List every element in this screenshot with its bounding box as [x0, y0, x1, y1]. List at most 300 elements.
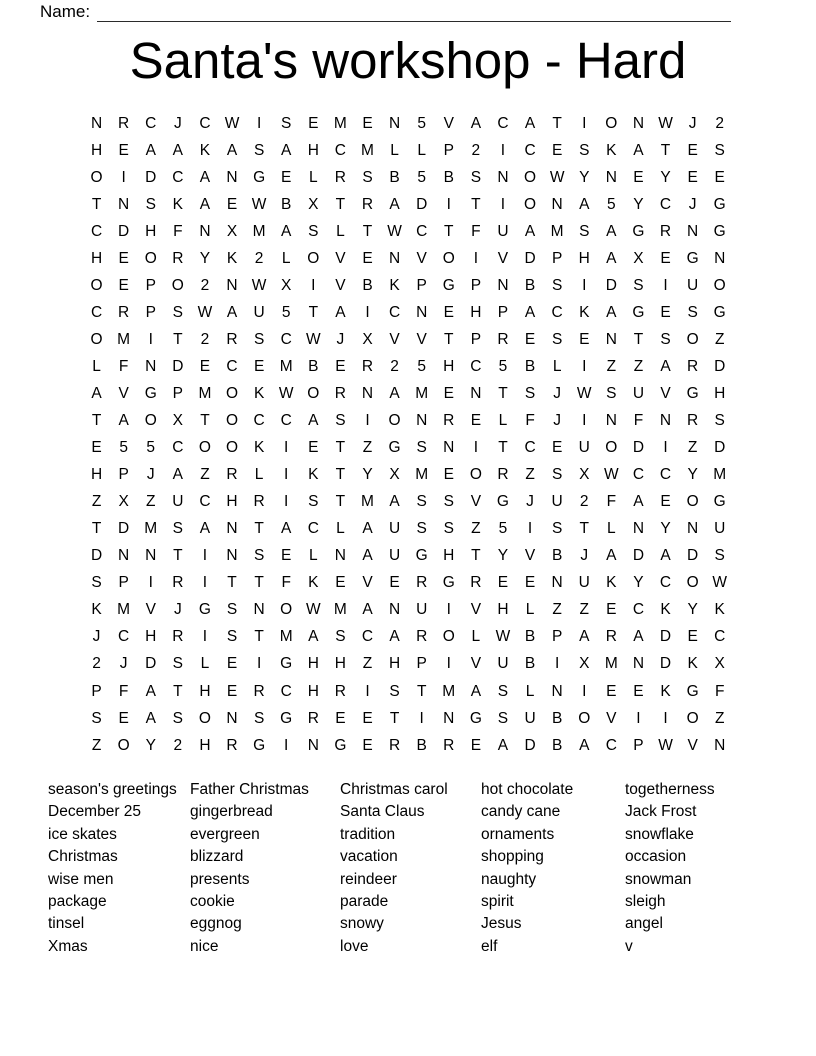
grid-cell: S: [497, 709, 509, 727]
grid-cell: C: [145, 114, 157, 132]
word-item: sleigh: [625, 893, 666, 911]
grid-cell: 2: [390, 357, 399, 375]
grid-cell: Y: [687, 466, 698, 484]
word-item: candy cane: [481, 803, 561, 821]
word-item: snowy: [340, 915, 384, 933]
grid-cell: E: [633, 682, 644, 700]
grid-cell: I: [256, 655, 262, 673]
word-item: Jesus: [481, 915, 522, 933]
word-list: [48, 779, 796, 958]
grid-cell: N: [687, 520, 699, 538]
grid-cell: 5: [498, 520, 508, 538]
grid-cell: L: [525, 601, 535, 619]
grid-cell: E: [199, 357, 211, 375]
grid-cell: A: [606, 222, 617, 240]
grid-cell: A: [145, 141, 156, 159]
grid-cell: I: [582, 357, 587, 375]
grid-cell: S: [416, 520, 427, 538]
grid-cell: G: [442, 574, 455, 592]
grid-cell: H: [334, 655, 346, 673]
grid-cell: H: [145, 222, 157, 240]
grid-cell: E: [118, 249, 129, 267]
word-item: naughty: [481, 870, 537, 888]
grid-cell: S: [308, 222, 319, 240]
grid-cell: S: [253, 547, 265, 565]
grid-cell: A: [579, 195, 590, 213]
grid-cell: V: [416, 249, 427, 267]
grid-cell: W: [495, 628, 511, 646]
grid-cell: R: [470, 574, 482, 592]
grid-cell: H: [470, 303, 482, 321]
word-item: gingerbread: [190, 803, 273, 821]
grid-cell: E: [308, 114, 319, 132]
grid-cell: S: [226, 601, 238, 619]
grid-cell: E: [497, 574, 509, 592]
grid-cell: V: [335, 249, 346, 267]
grid-cell: N: [334, 547, 346, 565]
grid-cell: Z: [525, 466, 535, 484]
grid-cell: V: [335, 276, 346, 294]
grid-cell: H: [388, 655, 401, 673]
grid-cell: E: [226, 195, 238, 213]
grid-cell: A: [579, 736, 590, 754]
grid-cell: S: [253, 141, 265, 159]
page-title: Santa's workshop - Hard: [129, 32, 687, 89]
grid-cell: Y: [579, 168, 590, 186]
grid-cell: T: [91, 195, 102, 213]
word-list-column: [190, 779, 340, 958]
grid-cell: Z: [200, 466, 210, 484]
grid-cell: Y: [362, 466, 373, 484]
grid-cell: H: [145, 628, 157, 646]
grid-cell: R: [118, 114, 130, 132]
grid-cell: L: [417, 141, 426, 159]
grid-cell: K: [308, 466, 319, 484]
grid-cell: S: [172, 655, 183, 673]
grid-cell: H: [307, 655, 319, 673]
grid-cell: N: [118, 195, 130, 213]
grid-cell: C: [307, 520, 319, 538]
grid-cell: R: [443, 736, 455, 754]
grid-cell: L: [254, 466, 264, 484]
grid-cell: M: [333, 601, 347, 619]
grid-cell: M: [361, 493, 374, 511]
grid-cell: X: [579, 655, 590, 673]
grid-cell: C: [470, 357, 482, 375]
grid-cell: C: [172, 439, 184, 457]
grid-cell: L: [607, 520, 616, 538]
grid-cell: Z: [633, 357, 644, 375]
grid-cell: W: [658, 114, 673, 132]
grid-cell: A: [579, 628, 590, 646]
grid-cell: O: [686, 574, 699, 592]
grid-cell: A: [470, 114, 482, 132]
grid-cell: N: [605, 330, 617, 348]
grid-cell: E: [524, 330, 536, 348]
grid-cell: W: [305, 601, 321, 619]
grid-cell: G: [253, 736, 266, 754]
grid-cell: Z: [91, 736, 102, 754]
grid-cell: V: [118, 384, 129, 402]
grid-cell: A: [524, 114, 536, 132]
grid-cell: M: [144, 520, 158, 538]
grid-cell: E: [226, 655, 238, 673]
grid-cell: I: [582, 682, 587, 700]
grid-cell: R: [334, 384, 346, 402]
grid-cell: S: [714, 412, 725, 430]
grid-cell: R: [334, 682, 346, 700]
grid-cell: I: [419, 709, 424, 727]
grid-cell: X: [633, 249, 644, 267]
grid-cell: F: [173, 222, 183, 240]
grid-cell: L: [92, 357, 101, 375]
grid-cell: I: [256, 114, 262, 132]
grid-cell: R: [687, 412, 699, 430]
grid-cell: E: [91, 439, 102, 457]
grid-cell: H: [226, 493, 238, 511]
grid-cell: W: [658, 736, 673, 754]
grid-cell: E: [443, 303, 454, 321]
grid-cell: S: [687, 303, 698, 321]
word-item: package: [48, 893, 107, 911]
grid-cell: P: [91, 682, 102, 700]
grid-cell: R: [226, 466, 238, 484]
grid-cell: K: [579, 303, 590, 321]
grid-cell: O: [686, 330, 699, 348]
grid-cell: J: [526, 493, 534, 511]
grid-cell: T: [579, 520, 589, 538]
grid-cell: O: [469, 466, 482, 484]
grid-cell: S: [91, 574, 102, 592]
grid-cell: R: [443, 412, 455, 430]
grid-cell: N: [714, 249, 726, 267]
grid-cell: G: [713, 195, 726, 213]
grid-cell: 2: [579, 493, 589, 511]
grid-cell: P: [551, 249, 563, 267]
grid-cell: V: [416, 330, 427, 348]
grid-cell: Y: [497, 547, 509, 565]
grid-cell: S: [551, 466, 563, 484]
grid-cell: I: [500, 195, 506, 213]
grid-cell: R: [497, 466, 509, 484]
grid-cell: E: [335, 709, 346, 727]
grid-cell: T: [254, 628, 264, 646]
grid-cell: T: [173, 682, 183, 700]
grid-cell: K: [172, 195, 183, 213]
grid-cell: L: [308, 547, 318, 565]
grid-cell: A: [362, 520, 373, 538]
grid-cell: G: [686, 384, 699, 402]
grid-cell: S: [335, 628, 346, 646]
grid-cell: 5: [607, 195, 616, 213]
grid-cell: J: [580, 547, 589, 565]
word-item: cookie: [190, 893, 235, 911]
grid-cell: I: [202, 574, 208, 592]
grid-cell: K: [226, 249, 238, 267]
grid-cell: C: [524, 141, 536, 159]
word-item: Santa Claus: [340, 803, 425, 821]
grid-cell: A: [524, 222, 536, 240]
grid-cell: U: [687, 276, 699, 294]
grid-cell: M: [604, 655, 618, 673]
grid-cell: W: [197, 303, 213, 321]
grid-cell: L: [525, 682, 535, 700]
grid-cell: B: [524, 655, 536, 673]
grid-cell: O: [713, 276, 726, 294]
grid-cell: V: [145, 601, 156, 619]
grid-cell: V: [497, 249, 509, 267]
grid-cell: E: [443, 384, 454, 402]
grid-cell: D: [524, 249, 536, 267]
grid-cell: C: [280, 412, 292, 430]
grid-cell: A: [281, 520, 292, 538]
grid-cell: V: [470, 493, 482, 511]
grid-cell: E: [633, 168, 644, 186]
grid-cell: X: [362, 330, 373, 348]
grid-cell: M: [361, 141, 374, 159]
grid-cell: Y: [199, 249, 211, 267]
grid-cell: G: [334, 736, 347, 754]
grid-cell: N: [714, 736, 726, 754]
grid-cell: D: [524, 736, 536, 754]
grid-cell: T: [660, 141, 671, 159]
word-item: Father Christmas: [190, 781, 309, 798]
grid-cell: A: [606, 303, 617, 321]
grid-cell: X: [226, 222, 238, 240]
grid-cell: T: [254, 520, 264, 538]
grid-cell: O: [605, 114, 618, 132]
grid-cell: T: [173, 547, 183, 565]
grid-cell: C: [388, 303, 401, 321]
grid-cell: T: [91, 412, 102, 430]
grid-cell: I: [582, 114, 587, 132]
grid-cell: 2: [715, 114, 725, 132]
grid-cell: H: [443, 547, 455, 565]
grid-cell: A: [145, 682, 156, 700]
grid-cell: O: [225, 439, 239, 457]
grid-cell: L: [471, 628, 481, 646]
grid-cell: S: [145, 195, 156, 213]
grid-cell: P: [633, 736, 644, 754]
grid-cell: Z: [714, 709, 725, 727]
grid-cell: E: [579, 330, 590, 348]
grid-cell: H: [443, 357, 455, 375]
grid-cell: L: [308, 168, 318, 186]
grid-cell: R: [172, 249, 184, 267]
grid-cell: D: [714, 357, 726, 375]
grid-cell: Z: [471, 520, 481, 538]
grid-cell: W: [224, 114, 240, 132]
grid-cell: S: [91, 709, 102, 727]
grid-cell: D: [714, 439, 726, 457]
word-item: shopping: [481, 848, 544, 866]
grid-cell: B: [308, 357, 319, 375]
grid-cell: X: [579, 466, 590, 484]
grid-cell: A: [226, 303, 238, 321]
grid-cell: M: [415, 466, 429, 484]
grid-cell: 2: [471, 141, 481, 159]
grid-cell: Z: [552, 601, 562, 619]
grid-cell: Z: [362, 439, 373, 457]
grid-cell: I: [284, 493, 289, 511]
grid-cell: H: [199, 682, 211, 700]
grid-cell: I: [284, 439, 289, 457]
grid-cell: K: [687, 655, 698, 673]
grid-cell: Z: [91, 493, 102, 511]
grid-cell: T: [91, 520, 102, 538]
grid-cell: F: [118, 682, 129, 700]
grid-cell: A: [606, 547, 617, 565]
grid-cell: S: [308, 493, 319, 511]
grid-cell: A: [633, 628, 644, 646]
grid-cell: W: [712, 574, 728, 592]
grid-cell: B: [551, 547, 563, 565]
word-item: love: [340, 937, 369, 955]
grid-cell: U: [253, 303, 265, 321]
grid-cell: A: [199, 520, 211, 538]
grid-cell: 5: [146, 439, 156, 457]
grid-cell: X: [118, 493, 129, 511]
grid-cell: M: [198, 384, 212, 402]
grid-cell: I: [582, 276, 587, 294]
grid-cell: N: [90, 114, 103, 132]
grid-cell: S: [497, 682, 509, 700]
grid-cell: 5: [119, 439, 128, 457]
grid-cell: E: [687, 628, 698, 646]
grid-cell: N: [388, 601, 401, 619]
grid-cell: I: [446, 195, 451, 213]
grid-cell: A: [633, 493, 644, 511]
grid-cell: B: [362, 276, 373, 294]
grid-cell: I: [446, 655, 451, 673]
grid-cell: T: [362, 222, 373, 240]
grid-cell: N: [226, 709, 238, 727]
grid-cell: D: [118, 520, 130, 538]
grid-cell: N: [443, 439, 455, 457]
grid-cell: S: [551, 276, 563, 294]
grid-cell: I: [663, 709, 668, 727]
grid-cell: F: [118, 357, 129, 375]
grid-cell: R: [226, 736, 238, 754]
grid-cell: Y: [633, 195, 644, 213]
grid-cell: N: [551, 195, 563, 213]
grid-cell: F: [714, 682, 725, 700]
word-item: vacation: [340, 848, 398, 866]
grid-cell: G: [632, 303, 645, 321]
grid-cell: V: [443, 114, 454, 132]
grid-cell: F: [471, 222, 481, 240]
grid-cell: P: [470, 276, 482, 294]
grid-cell: M: [333, 114, 347, 132]
grid-cell: V: [660, 384, 671, 402]
grid-cell: A: [606, 249, 617, 267]
grid-cell: H: [578, 249, 590, 267]
grid-cell: 2: [173, 736, 183, 754]
grid-cell: E: [118, 141, 129, 159]
grid-cell: S: [253, 330, 265, 348]
grid-cell: S: [253, 709, 265, 727]
word-search-grid: [83, 110, 733, 759]
grid-cell: Y: [660, 168, 671, 186]
grid-cell: V: [606, 709, 617, 727]
grid-cell: P: [551, 628, 563, 646]
grid-cell: Z: [579, 601, 589, 619]
grid-cell: 5: [417, 357, 426, 375]
grid-cell: L: [200, 655, 210, 673]
grid-cell: C: [334, 141, 346, 159]
grid-cell: S: [172, 303, 183, 321]
grid-cell: S: [172, 520, 183, 538]
grid-cell: R: [118, 303, 130, 321]
grid-cell: I: [527, 520, 533, 538]
grid-cell: C: [199, 493, 211, 511]
grid-cell: C: [90, 303, 103, 321]
grid-cell: O: [144, 249, 157, 267]
grid-cell: A: [145, 709, 156, 727]
grid-cell: P: [443, 141, 454, 159]
grid-cell: N: [226, 168, 238, 186]
grid-cell: G: [713, 222, 726, 240]
grid-cell: R: [659, 222, 672, 240]
grid-cell: I: [473, 249, 479, 267]
grid-cell: G: [713, 493, 726, 511]
grid-cell: U: [578, 439, 590, 457]
grid-cell: E: [660, 249, 671, 267]
grid-cell: A: [389, 628, 400, 646]
grid-cell: S: [579, 141, 590, 159]
grid-cell: E: [443, 466, 454, 484]
grid-cell: M: [713, 466, 727, 484]
grid-cell: R: [334, 168, 346, 186]
grid-cell: S: [524, 384, 536, 402]
grid-cell: V: [687, 736, 698, 754]
grid-cell: I: [148, 330, 153, 348]
grid-cell: H: [497, 601, 509, 619]
grid-cell: S: [470, 168, 482, 186]
word-item: Jack Frost: [625, 803, 697, 821]
grid-cell: G: [442, 276, 455, 294]
grid-cell: T: [335, 439, 346, 457]
grid-cell: N: [226, 547, 238, 565]
grid-cell: J: [173, 114, 182, 132]
grid-cell: G: [496, 493, 509, 511]
grid-cell: C: [551, 303, 563, 321]
grid-cell: I: [636, 709, 641, 727]
grid-cell: K: [714, 601, 725, 619]
grid-cell: C: [714, 628, 726, 646]
grid-cell: T: [444, 330, 454, 348]
grid-cell: E: [660, 303, 671, 321]
grid-cell: E: [335, 574, 346, 592]
grid-cell: P: [172, 384, 183, 402]
grid-cell: L: [552, 357, 562, 375]
word-item: reindeer: [340, 870, 397, 888]
grid-cell: 5: [417, 114, 426, 132]
word-item: eggnog: [190, 915, 242, 933]
grid-cell: D: [118, 222, 130, 240]
grid-cell: C: [497, 114, 509, 132]
grid-cell: H: [199, 736, 211, 754]
grid-cell: D: [659, 655, 672, 673]
grid-cell: E: [362, 249, 373, 267]
grid-cell: B: [524, 357, 536, 375]
grid-cell: C: [416, 222, 428, 240]
grid-cell: S: [606, 384, 617, 402]
grid-cell: C: [253, 412, 265, 430]
grid-cell: I: [663, 439, 668, 457]
name-fill-line: [97, 4, 731, 22]
grid-cell: N: [199, 222, 211, 240]
